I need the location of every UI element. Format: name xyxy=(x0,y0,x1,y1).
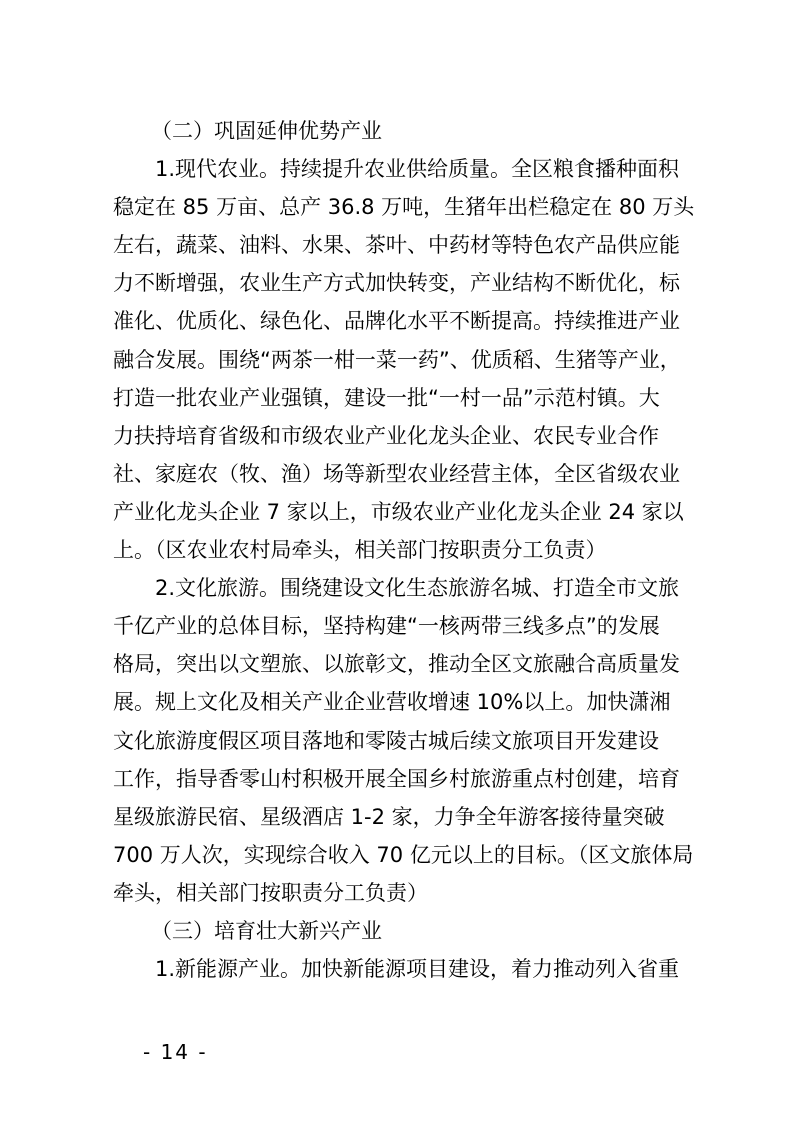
page-number: - 14 - xyxy=(143,1040,208,1064)
paragraph-line: 文化旅游度假区项目落地和零陵古城后续文旅项目开发建设 xyxy=(113,728,659,753)
paragraph-line: 工作，指导香零山村积极开展全国乡村旅游重点村创建，培育 xyxy=(113,766,680,791)
paragraph-line: 牵头，相关部门按职责分工负责） xyxy=(113,880,428,905)
paragraph-line: 1.新能源产业。加快新能源项目建设，着力推动列入省重 xyxy=(155,957,680,982)
paragraph-line: 星级旅游民宿、星级酒店 1-2 家，力争全年游客接待量突破 xyxy=(113,804,665,829)
paragraph-line: 打造一批农业产业强镇，建设一批“一村一品”示范村镇。大 xyxy=(113,385,660,410)
paragraph-line: 2.文化旅游。围绕建设文化生态旅游名城、打造全市文旅 xyxy=(155,576,680,601)
document-body xyxy=(113,112,695,988)
paragraph-line: 700 万人次，实现综合收入 70 亿元以上的目标。（区文旅体局 xyxy=(113,842,694,867)
paragraph-line: 融合发展。围绕“两茶一柑一菜一药”、优质稻、生猪等产业， xyxy=(113,347,681,372)
paragraph-line: 千亿产业的总体目标，坚持构建“一核两带三线多点”的发展 xyxy=(113,614,660,639)
paragraph-line: 社、家庭农（牧、渔）场等新型农业经营主体，全区省级农业 xyxy=(113,461,680,486)
section-heading-2: （二）巩固延伸优势产业 xyxy=(151,119,382,143)
paragraph-line: 1.现代农业。持续提升农业供给质量。全区粮食播种面积 xyxy=(155,157,680,182)
paragraph-line: 上。（区农业农村局牵头，相关部门按职责分工负责） xyxy=(113,538,607,563)
section-heading-3: （三）培育壮大新兴产业 xyxy=(151,918,382,943)
paragraph-line: 左右，蔬菜、油料、水果、茶叶、中药材等特色农产品供应能 xyxy=(113,233,680,258)
paragraph-line: 展。规上文化及相关产业企业营收增速 10%以上。加快潇湘 xyxy=(113,690,671,715)
paragraph-line: 稳定在 85 万亩、总产 36.8 万吨，生猪年出栏稳定在 80 万头 xyxy=(113,195,695,220)
paragraph-line: 力扶持培育省级和市级农业产业化龙头企业、农民专业合作 xyxy=(113,423,659,448)
paragraph-line: 力不断增强，农业生产方式加快转变，产业结构不断优化，标 xyxy=(113,271,680,296)
paragraph-line: 产业化龙头企业 7 家以上，市级农业产业化龙头企业 24 家以 xyxy=(113,499,684,524)
paragraph-line: 准化、优质化、绿色化、品牌化水平不断提高。持续推进产业 xyxy=(113,309,680,334)
paragraph-line: 格局，突出以文塑旅、以旅彰文，推动全区文旅融合高质量发 xyxy=(113,652,680,677)
